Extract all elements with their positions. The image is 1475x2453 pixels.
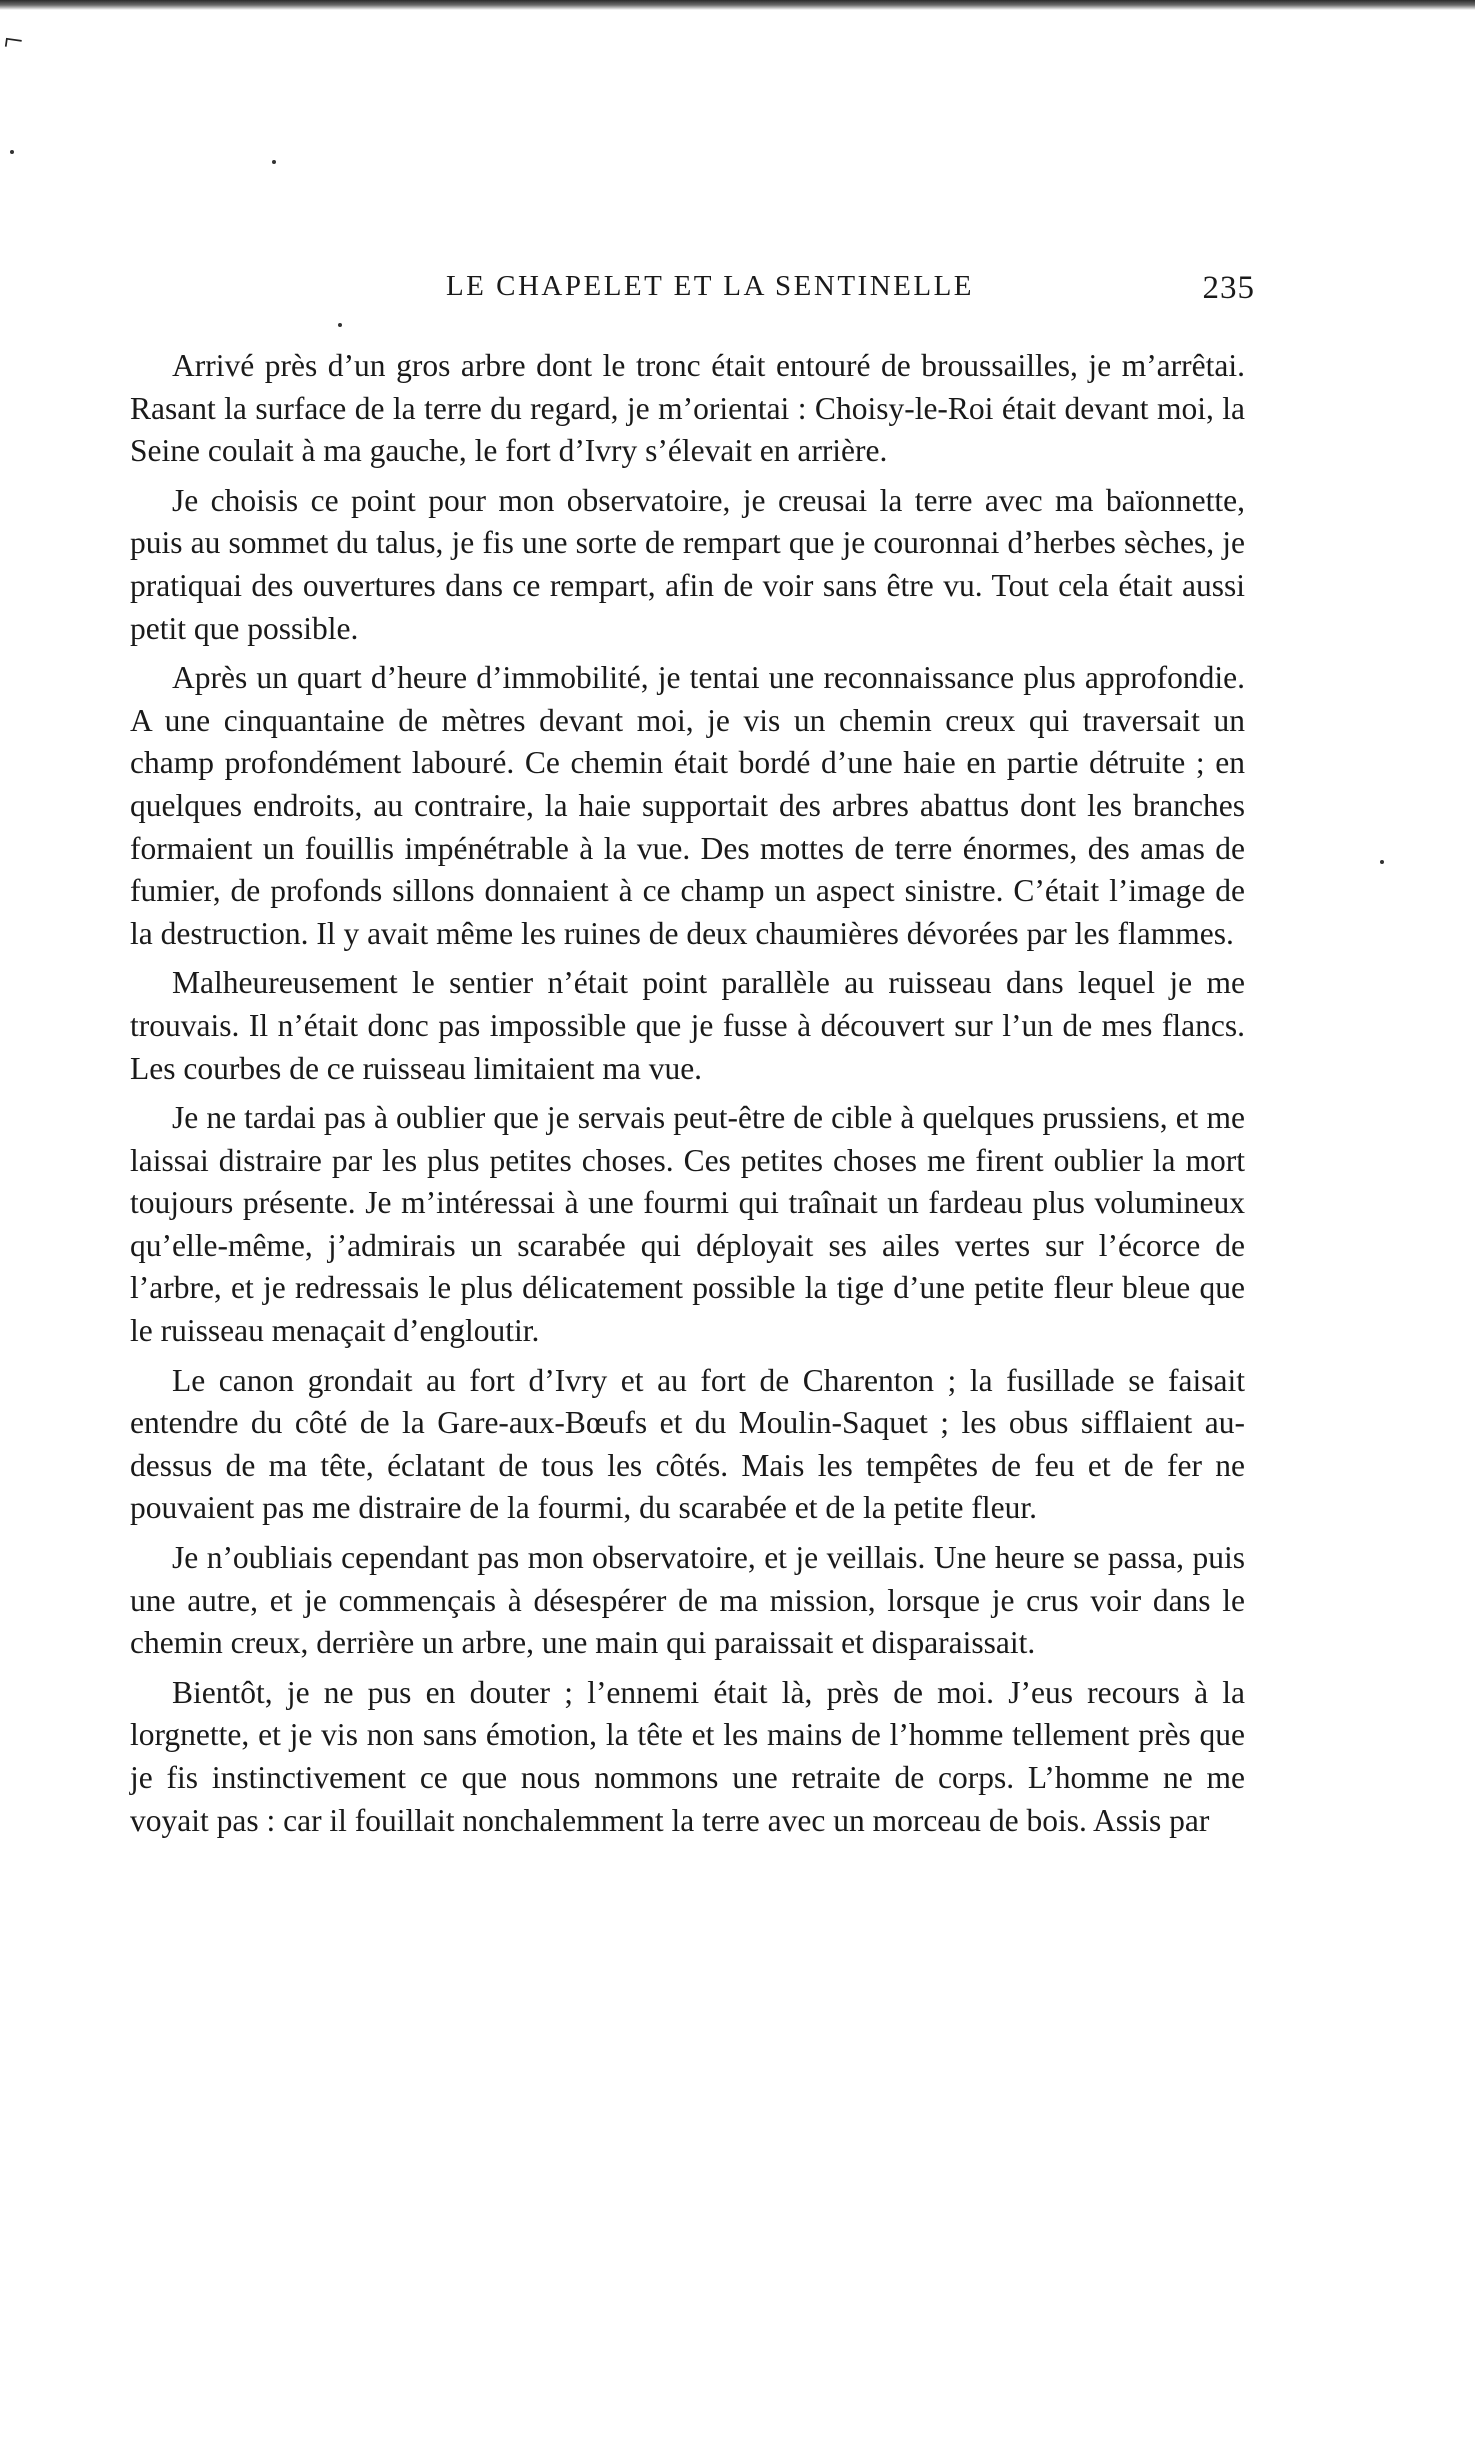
paragraph: Le canon grondait au fort d’Ivry et au fort de Charenton ; la fusillade se faisait entendre du côté de la Gare-aux-Bœufs et du Moulin-Saquet ; les obus sifflaient au-dessus de ma tête, éclatant de tous les côtés. Mais les tempêtes de feu et de fer ne pouvaient pas me distraire de la fourmi, du scarabée et de la petite fleur. xyxy=(130,1362,1245,1526)
running-title: LE CHAPELET ET LA SENTINELLE xyxy=(445,270,975,302)
scan-corner-mark: ⌐ xyxy=(1,20,26,61)
page-header xyxy=(165,270,1255,320)
scan-speck xyxy=(1380,860,1384,864)
scan-speck xyxy=(10,150,14,154)
scan-top-edge xyxy=(0,0,1475,10)
scan-speck xyxy=(338,323,342,327)
paragraph: Je choisis ce point pour mon observatoire, je creusai la terre avec ma baïonnette, puis au sommet du talus, je fis une sorte de rempart que je couronnai d’herbes sèches, je pratiquai des ouvertures dans ce rempart, afin de voir sans être vu. Tout cela était aussi petit que possible. xyxy=(130,482,1245,646)
paragraph: Bientôt, je ne pus en douter ; l’ennemi était là, près de moi. J’eus recours à la lorgnette, et je vis non sans émotion, la tête et les mains de l’homme tellement près que je fis instinctivement ce que nous nommons une retraite de corps. L’homme ne me voyait pas : car il fouillait nonchalemment la terre avec un morceau de bois. Assis par xyxy=(130,1674,1245,1838)
paragraph: Je n’oubliais cependant pas mon observatoire, et je veillais. Une heure se passa, puis une autre, et je commençais à désespérer de ma mission, lorsque je crus voir dans le chemin creux, derrière un arbre, une main qui paraissait et disparaissait. xyxy=(130,1540,1245,1661)
body-text xyxy=(130,345,1245,1849)
scan-speck xyxy=(272,160,276,164)
paragraph: Malheureusement le sentier n’était point parallèle au ruisseau dans lequel je me trouvais. Il n’était donc pas impossible que je fusse à découvert sur l’un de mes flancs. Les courbes de ce ruisseau limitaient ma vue. xyxy=(130,965,1245,1086)
paragraph: Arrivé près d’un gros arbre dont le tronc était entouré de broussailles, je m’arrêtai. Rasant la surface de la terre du regard, je m’orientai : Choisy-le-Roi était devant moi, la Seine coulait à ma gauche, le fort d’Ivry s’élevait en arrière. xyxy=(130,348,1245,469)
page-number: 235 xyxy=(1202,270,1255,306)
paragraph: Je ne tardai pas à oublier que je servais peut-être de cible à quelques prussiens, et me laissai distraire par les plus petites choses. Ces petites choses me firent oublier la mort toujours présente. Je m’intéressai à une fourmi qui traînait un fardeau plus volumineux qu’elle-même, j’admirais un scarabée qui déployait ses ailes vertes sur l’écorce de l’arbre, et je redressais le plus délicatement possible la tige d’une petite fleur bleue que le ruisseau menaçait d’engloutir. xyxy=(130,1100,1245,1349)
paragraph: Après un quart d’heure d’immobilité, je tentai une reconnaissance plus approfondie. A une cinquantaine de mètres devant moi, je vis un chemin creux qui traversait un champ profondément labouré. Ce chemin était bordé d’une haie en partie détruite ; en quelques endroits, au contraire, la haie supportait des arbres abattus dont les branches formaient un fouillis impénétrable à la vue. Des mottes de terre énormes, des amas de fumier, de profonds sillons donnaient à ce champ un aspect sinistre. C’était l’image de la destruction. Il y avait même les ruines de deux chaumières dévorées par les flammes. xyxy=(130,660,1245,951)
